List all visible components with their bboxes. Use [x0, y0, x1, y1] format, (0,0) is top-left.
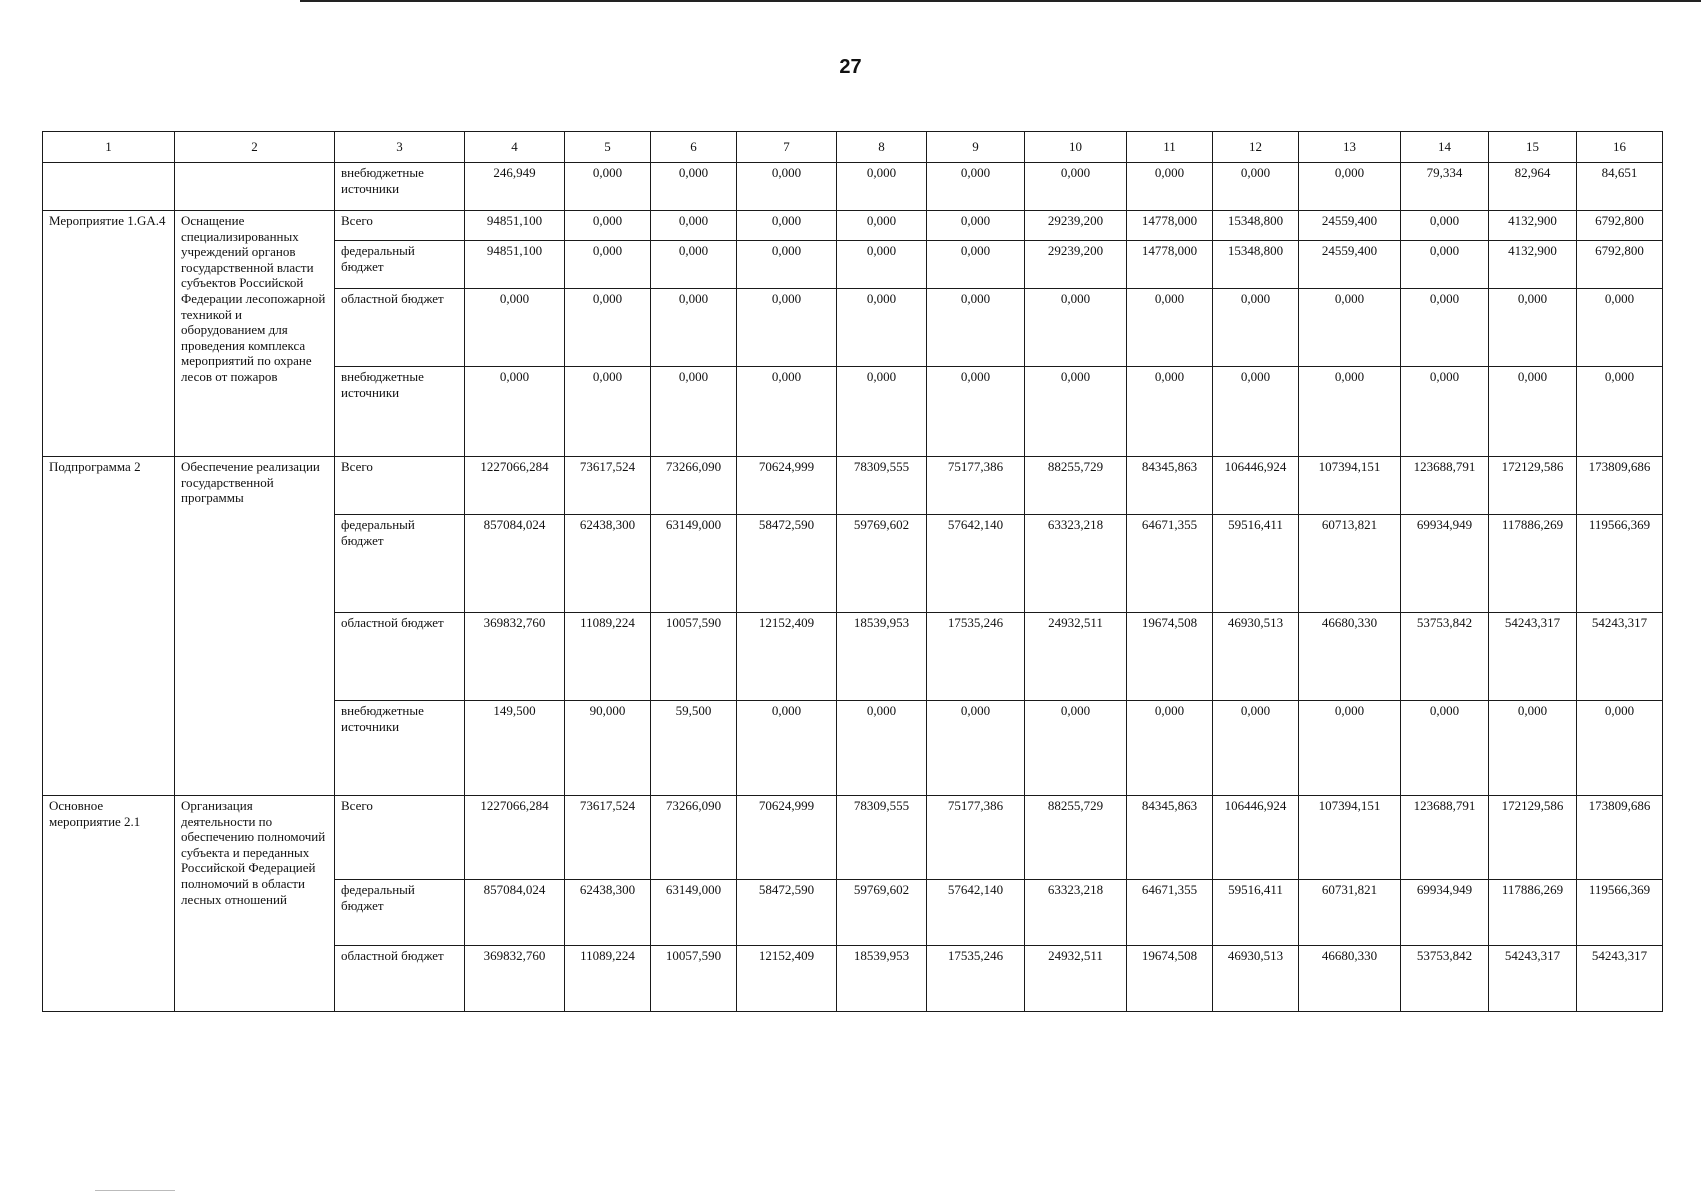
amount-cell: 0,000: [1401, 289, 1489, 367]
amount-cell: 172129,586: [1489, 457, 1577, 515]
amount-cell: 19674,508: [1127, 946, 1213, 1012]
column-number-header: 9: [927, 132, 1025, 163]
amount-cell: 0,000: [1299, 701, 1401, 796]
amount-cell: 173809,686: [1577, 796, 1663, 880]
amount-cell: 88255,729: [1025, 796, 1127, 880]
amount-cell: 0,000: [837, 163, 927, 211]
amount-cell: 0,000: [737, 211, 837, 241]
amount-cell: 6792,800: [1577, 241, 1663, 289]
scan-artifact: [95, 1190, 175, 1191]
amount-cell: 0,000: [1127, 367, 1213, 457]
amount-cell: 1227066,284: [465, 457, 565, 515]
amount-cell: 857084,024: [465, 515, 565, 613]
amount-cell: 46680,330: [1299, 946, 1401, 1012]
amount-cell: 90,000: [565, 701, 651, 796]
table-row: [43, 211, 1663, 241]
amount-cell: 59516,411: [1213, 515, 1299, 613]
amount-cell: 0,000: [651, 241, 737, 289]
amount-cell: 0,000: [737, 367, 837, 457]
amount-cell: 73266,090: [651, 796, 737, 880]
amount-cell: 0,000: [565, 367, 651, 457]
amount-cell: 53753,842: [1401, 613, 1489, 701]
amount-cell: 123688,791: [1401, 796, 1489, 880]
funding-source: Всего: [335, 796, 465, 880]
amount-cell: 0,000: [651, 211, 737, 241]
amount-cell: 63149,000: [651, 880, 737, 946]
amount-cell: 18539,953: [837, 946, 927, 1012]
amount-cell: 0,000: [651, 367, 737, 457]
program-description: [175, 163, 335, 211]
amount-cell: 58472,590: [737, 880, 837, 946]
table-row: [43, 457, 1663, 515]
amount-cell: 4132,900: [1489, 211, 1577, 241]
amount-cell: 63323,218: [1025, 515, 1127, 613]
page-number: 27: [839, 56, 862, 78]
amount-cell: 0,000: [1299, 163, 1401, 211]
amount-cell: 94851,100: [465, 211, 565, 241]
amount-cell: 0,000: [927, 289, 1025, 367]
amount-cell: 63323,218: [1025, 880, 1127, 946]
amount-cell: 73617,524: [565, 457, 651, 515]
amount-cell: 59,500: [651, 701, 737, 796]
amount-cell: 1227066,284: [465, 796, 565, 880]
amount-cell: 17535,246: [927, 946, 1025, 1012]
amount-cell: 0,000: [1489, 289, 1577, 367]
amount-cell: 78309,555: [837, 796, 927, 880]
amount-cell: 107394,151: [1299, 457, 1401, 515]
amount-cell: 64671,355: [1127, 515, 1213, 613]
amount-cell: 73617,524: [565, 796, 651, 880]
amount-cell: 53753,842: [1401, 946, 1489, 1012]
amount-cell: 46680,330: [1299, 613, 1401, 701]
funding-source: областной бюджет: [335, 613, 465, 701]
amount-cell: 17535,246: [927, 613, 1025, 701]
funding-source: областной бюджет: [335, 289, 465, 367]
amount-cell: 73266,090: [651, 457, 737, 515]
amount-cell: 0,000: [565, 241, 651, 289]
amount-cell: 60713,821: [1299, 515, 1401, 613]
amount-cell: 6792,800: [1577, 211, 1663, 241]
column-number-header: 10: [1025, 132, 1127, 163]
column-number-header: 11: [1127, 132, 1213, 163]
amount-cell: 24559,400: [1299, 211, 1401, 241]
amount-cell: 0,000: [651, 163, 737, 211]
amount-cell: 84345,863: [1127, 796, 1213, 880]
amount-cell: 84,651: [1577, 163, 1663, 211]
column-number-header: 8: [837, 132, 927, 163]
column-number-header: 1: [43, 132, 175, 163]
amount-cell: 29239,200: [1025, 211, 1127, 241]
amount-cell: 0,000: [737, 163, 837, 211]
column-number-header: 2: [175, 132, 335, 163]
amount-cell: 10057,590: [651, 946, 737, 1012]
table-body: [43, 163, 1663, 1012]
amount-cell: 0,000: [565, 289, 651, 367]
amount-cell: 0,000: [837, 701, 927, 796]
amount-cell: 0,000: [927, 163, 1025, 211]
scan-top-edge: [300, 0, 1701, 2]
column-number-header: 15: [1489, 132, 1577, 163]
amount-cell: 0,000: [1025, 367, 1127, 457]
amount-cell: 60731,821: [1299, 880, 1401, 946]
amount-cell: 0,000: [1127, 701, 1213, 796]
amount-cell: 0,000: [1401, 701, 1489, 796]
program-description: Оснащение специализированных учреждений органов государственной власти субъектов Российской Федерации лесопожарной техникой и оборудованием для проведения комплекса мероприятий по охране лесов от пожаров: [175, 211, 335, 457]
column-number-row: [43, 132, 1663, 163]
amount-cell: 0,000: [837, 241, 927, 289]
amount-cell: 0,000: [1577, 701, 1663, 796]
column-number-header: 3: [335, 132, 465, 163]
amount-cell: 0,000: [927, 367, 1025, 457]
amount-cell: 0,000: [1213, 289, 1299, 367]
amount-cell: 0,000: [1489, 701, 1577, 796]
table-row: [43, 163, 1663, 211]
amount-cell: 69934,949: [1401, 880, 1489, 946]
amount-cell: 117886,269: [1489, 515, 1577, 613]
amount-cell: 82,964: [1489, 163, 1577, 211]
amount-cell: 79,334: [1401, 163, 1489, 211]
amount-cell: 107394,151: [1299, 796, 1401, 880]
column-number-header: 7: [737, 132, 837, 163]
funding-source: федеральный бюджет: [335, 515, 465, 613]
amount-cell: 0,000: [927, 211, 1025, 241]
amount-cell: 54243,317: [1489, 946, 1577, 1012]
column-number-header: 4: [465, 132, 565, 163]
amount-cell: 369832,760: [465, 946, 565, 1012]
amount-cell: 24932,511: [1025, 946, 1127, 1012]
column-number-header: 12: [1213, 132, 1299, 163]
budget-table: [42, 131, 1663, 1012]
funding-source: федеральный бюджет: [335, 241, 465, 289]
amount-cell: 0,000: [1489, 367, 1577, 457]
amount-cell: 117886,269: [1489, 880, 1577, 946]
column-number-header: 5: [565, 132, 651, 163]
funding-source: внебюджетные источники: [335, 367, 465, 457]
amount-cell: 246,949: [465, 163, 565, 211]
amount-cell: 94851,100: [465, 241, 565, 289]
amount-cell: 14778,000: [1127, 211, 1213, 241]
amount-cell: 14778,000: [1127, 241, 1213, 289]
funding-source: областной бюджет: [335, 946, 465, 1012]
amount-cell: 59769,602: [837, 515, 927, 613]
amount-cell: 29239,200: [1025, 241, 1127, 289]
amount-cell: 0,000: [1299, 289, 1401, 367]
amount-cell: 11089,224: [565, 613, 651, 701]
program-description: Организация деятельности по обеспечению полномочий субъекта и переданных Российской Федерацией полномочий в области лесных отношений: [175, 796, 335, 1012]
amount-cell: 0,000: [1213, 367, 1299, 457]
amount-cell: 12152,409: [737, 613, 837, 701]
column-number-header: 16: [1577, 132, 1663, 163]
amount-cell: 0,000: [1401, 211, 1489, 241]
amount-cell: 0,000: [737, 701, 837, 796]
amount-cell: 0,000: [651, 289, 737, 367]
amount-cell: 24559,400: [1299, 241, 1401, 289]
amount-cell: 0,000: [1025, 701, 1127, 796]
amount-cell: 57642,140: [927, 515, 1025, 613]
amount-cell: 0,000: [1127, 289, 1213, 367]
amount-cell: 11089,224: [565, 946, 651, 1012]
amount-cell: 70624,999: [737, 796, 837, 880]
amount-cell: 18539,953: [837, 613, 927, 701]
amount-cell: 4132,900: [1489, 241, 1577, 289]
amount-cell: 369832,760: [465, 613, 565, 701]
amount-cell: 62438,300: [565, 880, 651, 946]
amount-cell: 15348,800: [1213, 241, 1299, 289]
amount-cell: 64671,355: [1127, 880, 1213, 946]
amount-cell: 46930,513: [1213, 946, 1299, 1012]
column-number-header: 14: [1401, 132, 1489, 163]
amount-cell: 59516,411: [1213, 880, 1299, 946]
amount-cell: 0,000: [927, 701, 1025, 796]
amount-cell: 46930,513: [1213, 613, 1299, 701]
amount-cell: 0,000: [1213, 701, 1299, 796]
amount-cell: 10057,590: [651, 613, 737, 701]
amount-cell: 106446,924: [1213, 796, 1299, 880]
amount-cell: 857084,024: [465, 880, 565, 946]
amount-cell: 0,000: [565, 163, 651, 211]
amount-cell: 123688,791: [1401, 457, 1489, 515]
funding-source: Всего: [335, 211, 465, 241]
amount-cell: 0,000: [737, 241, 837, 289]
amount-cell: 0,000: [837, 289, 927, 367]
column-number-header: 6: [651, 132, 737, 163]
amount-cell: 0,000: [1127, 163, 1213, 211]
amount-cell: 62438,300: [565, 515, 651, 613]
amount-cell: 57642,140: [927, 880, 1025, 946]
amount-cell: 173809,686: [1577, 457, 1663, 515]
amount-cell: 70624,999: [737, 457, 837, 515]
amount-cell: 19674,508: [1127, 613, 1213, 701]
amount-cell: 0,000: [1299, 367, 1401, 457]
funding-source: Всего: [335, 457, 465, 515]
amount-cell: 0,000: [1025, 163, 1127, 211]
program-label: Основное мероприятие 2.1: [43, 796, 175, 1012]
amount-cell: 172129,586: [1489, 796, 1577, 880]
amount-cell: 54243,317: [1489, 613, 1577, 701]
amount-cell: 0,000: [1577, 289, 1663, 367]
program-label: Мероприятие 1.GA.4: [43, 211, 175, 457]
amount-cell: 84345,863: [1127, 457, 1213, 515]
amount-cell: 0,000: [565, 211, 651, 241]
funding-source: внебюджетные источники: [335, 701, 465, 796]
amount-cell: 69934,949: [1401, 515, 1489, 613]
program-label: Подпрограмма 2: [43, 457, 175, 796]
amount-cell: 119566,369: [1577, 880, 1663, 946]
amount-cell: 0,000: [465, 367, 565, 457]
amount-cell: 149,500: [465, 701, 565, 796]
amount-cell: 63149,000: [651, 515, 737, 613]
program-label: [43, 163, 175, 211]
amount-cell: 0,000: [1025, 289, 1127, 367]
amount-cell: 75177,386: [927, 796, 1025, 880]
program-description: Обеспечение реализации государственной программы: [175, 457, 335, 796]
amount-cell: 12152,409: [737, 946, 837, 1012]
amount-cell: 0,000: [737, 289, 837, 367]
amount-cell: 0,000: [1401, 241, 1489, 289]
funding-source: федеральный бюджет: [335, 880, 465, 946]
amount-cell: 0,000: [837, 211, 927, 241]
funding-source: внебюджетные источники: [335, 163, 465, 211]
amount-cell: 15348,800: [1213, 211, 1299, 241]
amount-cell: 106446,924: [1213, 457, 1299, 515]
table-row: [43, 796, 1663, 880]
amount-cell: 0,000: [1577, 367, 1663, 457]
amount-cell: 78309,555: [837, 457, 927, 515]
amount-cell: 0,000: [1213, 163, 1299, 211]
amount-cell: 54243,317: [1577, 946, 1663, 1012]
column-number-header: 13: [1299, 132, 1401, 163]
amount-cell: 88255,729: [1025, 457, 1127, 515]
amount-cell: 0,000: [837, 367, 927, 457]
amount-cell: 0,000: [465, 289, 565, 367]
amount-cell: 0,000: [927, 241, 1025, 289]
amount-cell: 119566,369: [1577, 515, 1663, 613]
amount-cell: 59769,602: [837, 880, 927, 946]
amount-cell: 24932,511: [1025, 613, 1127, 701]
amount-cell: 75177,386: [927, 457, 1025, 515]
amount-cell: 0,000: [1401, 367, 1489, 457]
amount-cell: 54243,317: [1577, 613, 1663, 701]
amount-cell: 58472,590: [737, 515, 837, 613]
